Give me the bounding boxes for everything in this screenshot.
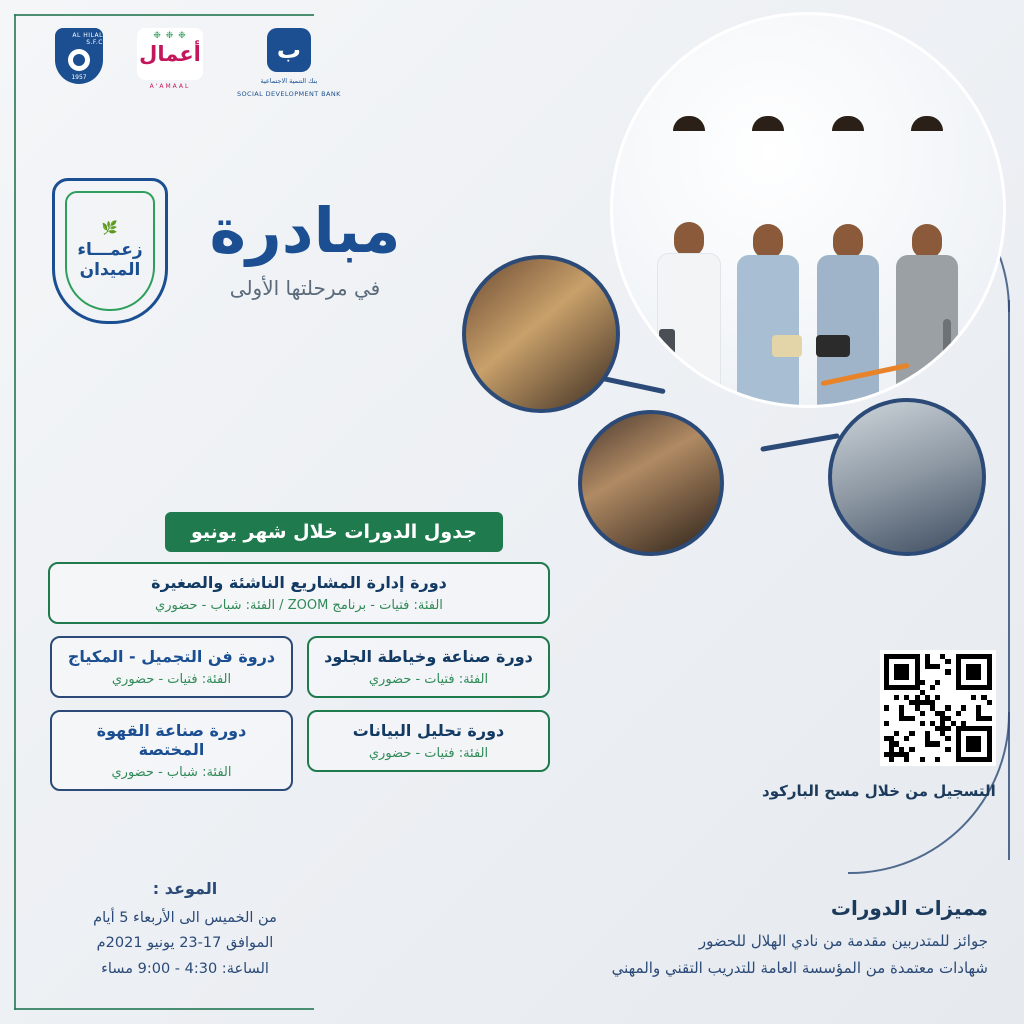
headline-block (185, 194, 425, 300)
hair-icon (832, 116, 864, 131)
course-title: دورة تحليل البيانات (352, 721, 505, 740)
shield-inner-outline (65, 191, 155, 311)
course-sub: الفئة: فتيات - حضوري (111, 672, 232, 687)
alhilal-logo-top: AL HILAL S.F.C (72, 31, 103, 46)
features-line-2: شهادات معتمدة من المؤسسة العامة للتدريب التقني والمهني (611, 959, 988, 977)
phone-icon (659, 329, 675, 357)
headline-main: مبادرة (209, 194, 401, 267)
hair-icon (911, 116, 943, 131)
sdb-logo (237, 28, 341, 98)
alhilal-crest-icon (55, 28, 103, 84)
alhilal-logo (55, 28, 103, 84)
hair-icon (752, 116, 784, 131)
course-sub: الفئة: فتيات - برنامج ZOOM / الفئة: شباب - حضوري (155, 598, 443, 613)
course-title: دورة إدارة المشاريع الناشئة والصغيرة (151, 573, 447, 592)
course-sub: الفئة: فتيات - حضوري (368, 672, 489, 687)
course-card-4 (307, 710, 550, 772)
features-line-1: جوائز للمتدربين مقدمة من نادي الهلال للحضور (698, 932, 988, 950)
course-card-3 (50, 636, 293, 698)
photo-makeup (578, 410, 724, 556)
datetime-line-3: الساعة: 4:30 - 9:00 مساء (101, 960, 269, 977)
registration-qr-block (762, 650, 996, 800)
shield-title-line1: زعمـــاء (77, 240, 143, 260)
stethoscope-icon (943, 319, 951, 357)
person-2 (810, 116, 886, 405)
course-title: دروة فن التجميل - المكياج (67, 647, 276, 666)
course-sub: الفئة: شباب - حضوري (111, 765, 232, 780)
course-list (50, 562, 550, 803)
headline-sub: في مرحلتها الأولى (229, 276, 381, 300)
photo-main-participants (610, 12, 1006, 408)
leaf-icon: 🌿 (101, 221, 119, 236)
course-card-5 (50, 710, 293, 791)
datetime-line-2: الموافق 17-23 يونيو 2021م (96, 935, 274, 952)
person-3 (730, 116, 806, 405)
course-sub: الفئة: فتيات - حضوري (368, 746, 489, 761)
photo-coffee (462, 255, 620, 413)
hair-icon (673, 116, 705, 131)
frame-line-top (14, 14, 314, 16)
schedule-datetime-block (60, 879, 310, 982)
datetime-title: الموعد : (152, 878, 218, 898)
course-row-3 (50, 710, 550, 803)
initiative-shield-logo (52, 178, 168, 324)
course-card-1 (48, 562, 550, 624)
qr-code-icon[interactable] (880, 650, 996, 766)
amal-mark-icon (137, 28, 203, 80)
person-1 (889, 116, 965, 405)
camera-icon (816, 335, 850, 357)
course-card-2 (307, 636, 550, 698)
head-icon (753, 224, 783, 258)
alhilal-logo-year: 1957 (71, 73, 87, 81)
course-title: دورة صناعة وخياطة الجلود (324, 647, 533, 666)
connector-2 (760, 433, 840, 452)
qr-caption: التسجيل من خلال مسح الباركود (762, 782, 996, 800)
shield-title-line2: الميدان (79, 260, 141, 280)
head-icon (912, 224, 942, 258)
sdb-logo-text-en: SOCIAL DEVELOPMENT BANK (237, 90, 341, 99)
frame-line-bottom (14, 1008, 314, 1010)
amal-logo-sub: A'AMAAL (149, 83, 191, 90)
frame-line-left (14, 14, 16, 1010)
photo-leather (828, 398, 986, 556)
datetime-line-1: من الخميس الى الأربعاء 5 أيام (93, 909, 277, 926)
course-col-right (307, 636, 550, 710)
participants-illustration (636, 116, 979, 405)
amal-logo-word: أعمال (139, 42, 201, 66)
course-col-left (50, 636, 293, 710)
amal-logo (137, 28, 203, 90)
body-icon (737, 255, 799, 405)
person-4 (651, 116, 727, 405)
features-block (612, 896, 988, 982)
logo-bar (55, 28, 341, 98)
football-icon (68, 49, 90, 71)
shield-outline (52, 178, 168, 324)
features-title: مميزات الدورات (830, 896, 988, 920)
frame-line-right (1008, 300, 1010, 860)
course-title: دورة صناعة القهوة المختصة (96, 721, 247, 759)
course-col-left (50, 710, 293, 803)
course-col-right (307, 710, 550, 803)
head-icon (674, 222, 704, 256)
sdb-mark-icon: ب (267, 28, 311, 72)
amal-leaf-icon: ❉ ❉ ❉ (153, 31, 187, 41)
sdb-logo-text-ar: بنك التنمية الاجتماعية (260, 77, 318, 85)
qr-modules (884, 654, 992, 762)
course-row-2 (50, 636, 550, 710)
head-icon (833, 224, 863, 258)
schedule-banner: جدول الدورات خلال شهر يونيو (165, 512, 503, 552)
book-icon (772, 335, 802, 357)
